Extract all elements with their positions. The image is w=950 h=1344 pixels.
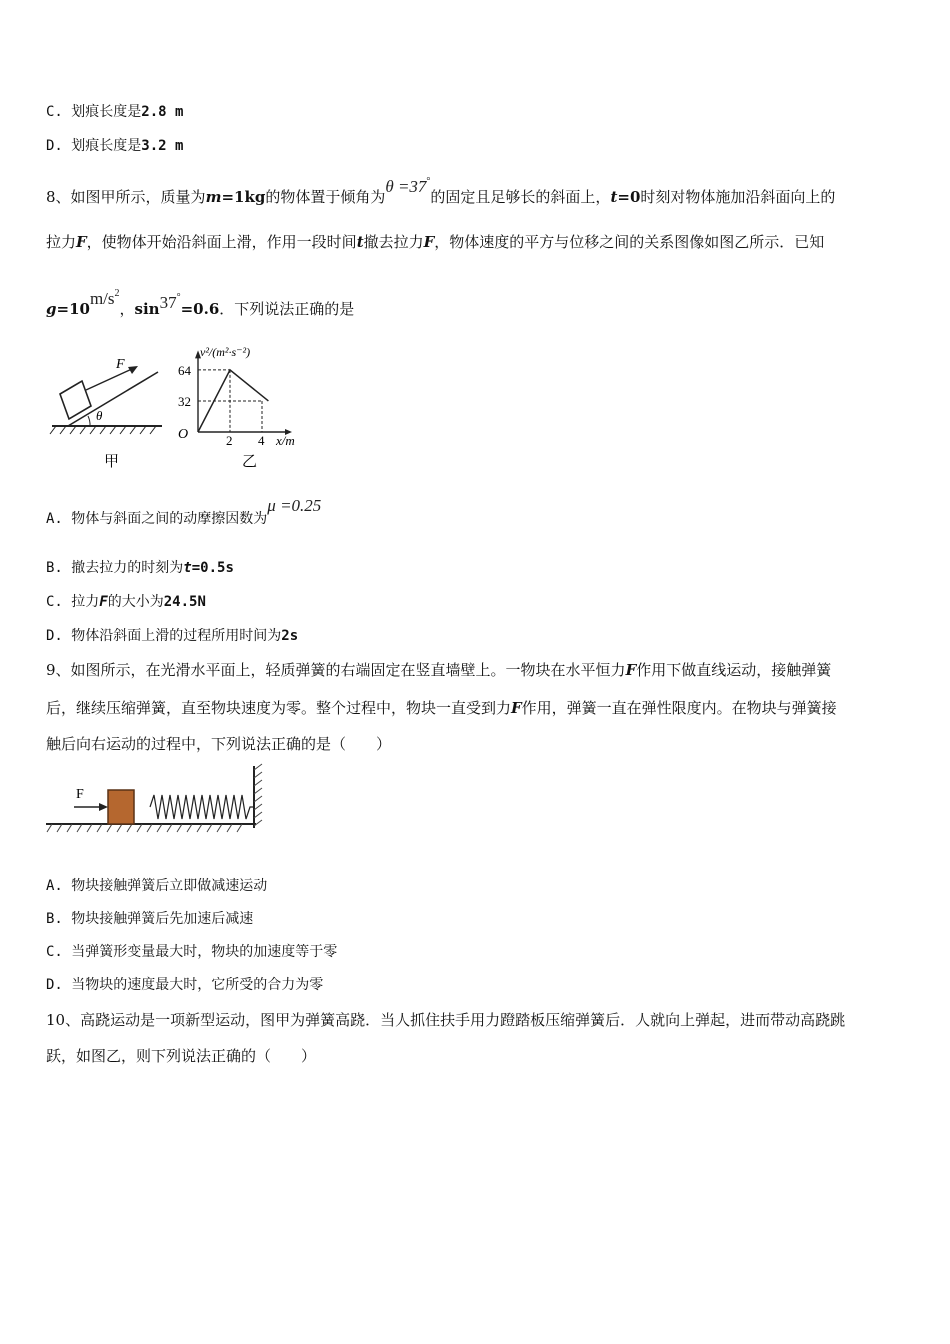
x-tick-label-2: 2 [226,433,233,448]
figure-caption: 甲 [104,454,120,470]
option-value: 24.5N [163,594,206,610]
q8-line-1 [46,176,836,207]
sin-label: sin [134,300,160,318]
option-text: 的大小为 [107,594,164,610]
option-value: 2s [281,628,299,644]
q9-line-3 [46,734,391,754]
ground-hatch [50,426,156,434]
theta-eq: θ =37 [385,177,427,196]
text-run: 作用，弹簧一直在弹性限度内。在物块与弹簧接 [521,699,837,717]
option-text: B. 物块接触弹簧后先加速后减速 [46,911,254,927]
text-run: 跃，如图乙，则下列说法正确的（ ） [46,1047,317,1065]
variable-g: g [46,300,57,318]
q10-line-2 [46,1046,316,1066]
text-run: 拉力 [46,233,77,251]
block [108,790,134,824]
angle-arc [88,416,90,426]
variable-f: F [625,661,637,679]
text-run: 撤去拉力 [363,233,424,251]
q9-line-2 [46,698,837,718]
mu-formula [267,496,321,515]
option-value: 2.8 m [141,104,184,120]
wall-hatch [254,764,262,826]
figure-spring-block [44,762,268,840]
option-text: B. 撤去拉力的时刻为 [46,560,184,576]
q10-line-1 [46,1010,845,1030]
text-run: ，物体速度的平方与位移之间的关系图像如图乙所示．已知 [434,233,825,251]
unit-exponent: 2 [114,288,120,299]
sin-arg: 37 [159,293,177,312]
degree-sign: ° [426,176,431,187]
option-value: 3.2 m [141,138,184,154]
option-math: μ =0.25 [267,496,322,515]
question-number: 8、 [46,188,71,206]
block [60,381,91,419]
text-run: 触后向右运动的过程中，下列说法正确的是（ ） [46,735,392,753]
theta-formula [385,177,430,196]
variable-t: t [356,233,364,251]
value-m: =1kg [221,188,266,206]
unit-formula [90,289,120,308]
unit-text: m/s [89,289,115,308]
text-run: 时刻对物体施加沿斜面向上的 [640,188,836,206]
q8-option-b [46,558,234,578]
text-run: 如图所示，在光滑水平面上，轻质弹簧的右端固定在竖直墙壁上。一物块在水平恒力 [70,661,626,679]
spring [150,795,254,819]
text-run: 后，继续压缩弹簧，直至物块速度为零。整个过程中，物块一直受到力 [46,699,512,717]
variable-f: F [511,699,522,717]
y-axis-label: v²/(m²·s⁻²) [200,345,251,359]
variable-f: F [423,233,435,251]
variable-f: F [76,233,87,251]
origin-label: O [178,427,189,442]
q8-option-a [46,496,322,529]
q8-line-3 [46,288,355,319]
x-tick-label-4: 4 [258,433,265,448]
degree-sign: ° [176,292,181,303]
text-run: ， [119,300,135,318]
option-c-prev [46,102,183,122]
text-run: 作用下做直线运动，接触弹簧 [636,661,832,679]
option-value: =0.5s [191,560,234,576]
option-text: D. 物体沿斜面上滑的过程所用时间为 [46,628,282,644]
option-text: C. 当弹簧形变量最大时，物块的加速度等于零 [46,944,338,960]
sin-value: =0.6 [180,300,220,318]
figure-v2-x-graph [176,338,316,478]
variable-m: m [205,188,222,206]
figure-incline [46,350,176,475]
figure-caption: 乙 [242,454,258,470]
dashed-guides [198,370,262,432]
force-label: F [116,357,125,372]
option-text: D. 划痕长度是 [46,138,142,154]
option-text: A. 物块接触弹簧后立即做减速运动 [46,878,268,894]
text-run: 如图甲所示，质量为 [70,188,206,206]
q9-line-1 [46,660,831,680]
variable-t: t [183,560,192,576]
value-t: =0 [617,188,641,206]
option-text: C. 拉力 [46,594,100,610]
variable-f: F [99,594,108,610]
force-label: F [76,787,84,802]
q8-line-2 [46,232,824,252]
q8-option-d [46,626,298,646]
x-axis-label: x/m [276,433,295,448]
q8-option-c [46,592,206,612]
text-run: 的物体置于倾角为 [265,188,386,206]
q9-option-d [46,975,323,995]
force-arrow [86,368,134,390]
sin-arg-formula [160,293,181,312]
y-tick-label-64: 64 [178,362,191,378]
q9-option-a [46,876,267,896]
option-text: A. 物体与斜面之间的动摩擦因数为 [46,511,268,527]
text-run: 10、高跷运动是一项新型运动，图甲为弹簧高跷．当人抓住扶手用力蹬踏板压缩弹簧后．人就向上弹起，进而带动高跷跳 [46,1011,846,1029]
variable-t: t [610,188,618,206]
floor-hatch [47,824,242,832]
text-run: ．下列说法正确的是 [219,300,355,318]
y-tick-label-32: 32 [178,393,191,409]
option-text: D. 当物块的速度最大时，它所受的合力为零 [46,977,324,993]
q9-option-b [46,909,253,929]
text-run: 的固定且足够长的斜面上， [430,188,611,206]
angle-label: θ [96,408,103,423]
option-text: C. 划痕长度是 [46,104,142,120]
option-d-prev [46,136,183,156]
question-number: 9、 [46,661,71,679]
text-run: ，使物体开始沿斜面上滑，作用一段时间 [86,233,357,251]
q9-option-c [46,942,337,962]
value-g: =10 [56,300,90,318]
force-arrowhead [99,803,108,811]
